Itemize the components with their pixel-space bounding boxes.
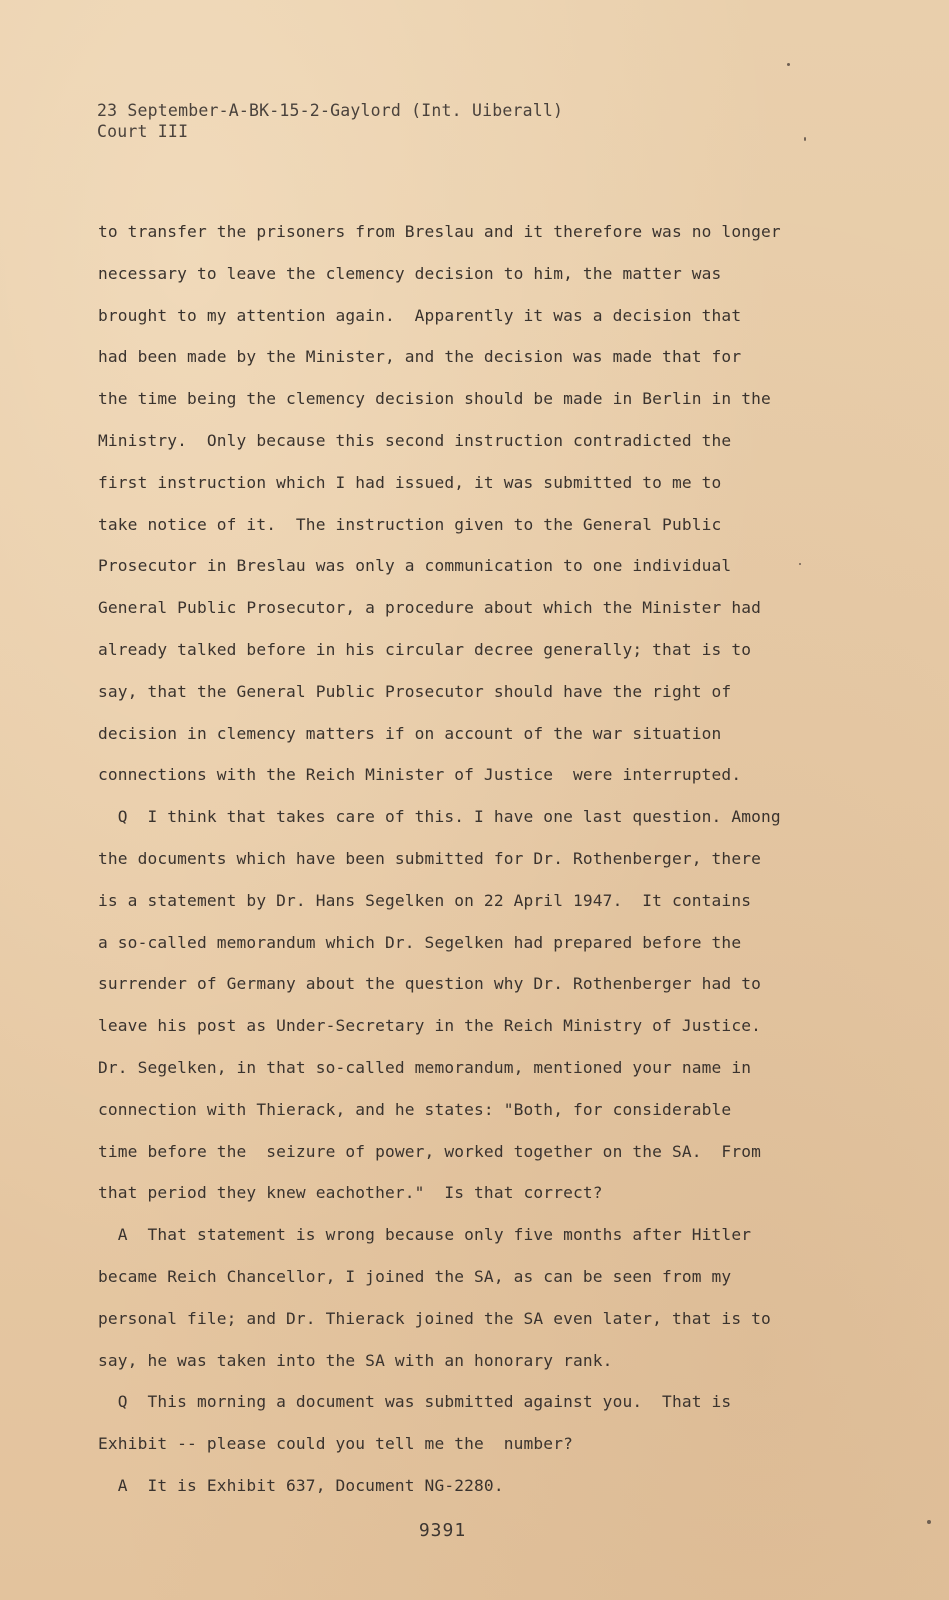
body-line: to transfer the prisoners from Breslau and it therefore was no longer (98, 222, 781, 241)
document-header (97, 100, 563, 142)
testimony-body (98, 222, 918, 1518)
body-line: say, he was taken into the SA with an honorary rank. (98, 1350, 613, 1370)
body-line: surrender of Germany about the question why Dr. Rothenberger had to (98, 974, 762, 994)
body-line: time before the seizure of power, worked together on the SA. From (98, 1141, 762, 1161)
body-line: connection with Thierack, and he states: "Both, for considerable (98, 1099, 732, 1119)
header-line-2: Court III (97, 122, 189, 141)
body-line: General Public Prosecutor, a procedure about which the Minister had (98, 598, 762, 618)
body-line: Exhibit -- please could you tell me the number? (98, 1434, 573, 1454)
body-line: Ministry. Only because this second instruction contradicted the (98, 430, 732, 450)
body-line: the documents which have been submitted for Dr. Rothenberger, there (98, 848, 762, 868)
body-line: Q This morning a document was submitted against you. That is (98, 1392, 732, 1412)
body-line: became Reich Chancellor, I joined the SA, as can be seen from my (98, 1266, 732, 1286)
body-line: Dr. Segelken, in that so-called memorandum, mentioned your name in (98, 1057, 752, 1077)
body-line: first instruction which I had issued, it was submitted to me to (98, 472, 722, 492)
header-line-1: 23 September-A-BK-15-2-Gaylord (Int. Uiberall) (97, 101, 564, 120)
body-line: A It is Exhibit 637, Document NG-2280. (98, 1475, 504, 1495)
body-line: personal file; and Dr. Thierack joined the SA even later, that is to (98, 1308, 771, 1328)
body-line: connections with the Reich Minister of Justice were interrupted. (98, 765, 742, 785)
body-line: decision in clemency matters if on account of the war situation (98, 723, 722, 743)
body-line: say, that the General Public Prosecutor should have the right of (98, 681, 732, 701)
body-line: already talked before in his circular decree generally; that is to (98, 639, 752, 659)
body-line: a so-called memorandum which Dr. Segelken had prepared before the (98, 932, 742, 952)
body-line: had been made by the Minister, and the decision was made that for (98, 347, 742, 367)
body-line: brought to my attention again. Apparently it was a decision that (98, 305, 742, 325)
body-line: Q I think that takes care of this. I have one last question. Among (98, 807, 781, 827)
paper-speck (799, 563, 801, 565)
paper-speck (804, 137, 806, 141)
body-line: the time being the clemency decision should be made in Berlin in the (98, 389, 771, 409)
body-line: necessary to leave the clemency decision to him, the matter was (98, 263, 722, 283)
body-line: A That statement is wrong because only five months after Hitler (98, 1225, 752, 1245)
body-line: take notice of it. The instruction given to the General Public (98, 514, 722, 534)
body-line: that period they knew eachother." Is that correct? (98, 1183, 603, 1203)
body-line: leave his post as Under-Secretary in the Reich Ministry of Justice. (98, 1016, 762, 1036)
body-line: Prosecutor in Breslau was only a communication to one individual (98, 556, 732, 576)
paper-speck (787, 63, 790, 66)
paper-speck (927, 1520, 931, 1524)
body-line: is a statement by Dr. Hans Segelken on 22 April 1947. It contains (98, 890, 752, 910)
page-number: 9391 (418, 1520, 467, 1541)
